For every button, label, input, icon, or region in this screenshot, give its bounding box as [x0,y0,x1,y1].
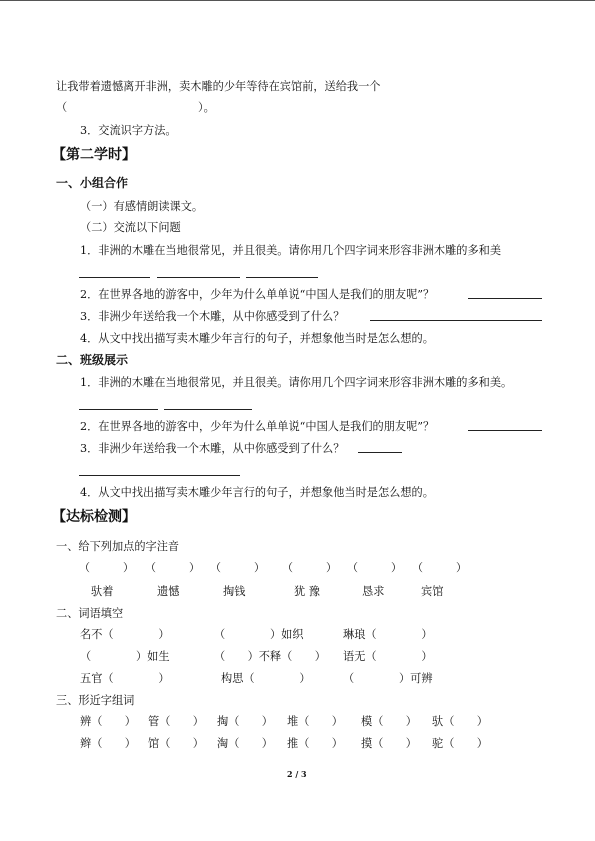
part-1-question-2: 2．在世界各地的游客中，少年为什么单单说“中国人是我们的朋友呢”？ [80,288,435,301]
char-blank[interactable]: 驼（ ） [432,737,488,750]
char-blank[interactable]: 驮（ ） [432,715,488,728]
char-blank[interactable]: 淘（ ） [217,737,273,750]
char-blank[interactable]: 辫（ ） [80,737,136,750]
idiom-blank[interactable]: 语无（ ） [343,650,433,663]
test-part-2-title: 二、词语填空 [56,607,124,620]
pinyin-blank[interactable]: （ ） [412,561,467,574]
section-lesson-2-header: 【第二学时】 [52,147,136,163]
word-item: 遗憾 [157,585,180,598]
char-blank[interactable]: 堆（ ） [287,715,343,728]
answer-line[interactable] [164,409,252,410]
intro-item-3: 3．交流识字方法。 [80,124,177,137]
page-top-rule [0,0,595,1]
word-item: 掏钱 [223,585,246,598]
section-test-header: 【达标检测】 [52,509,136,525]
idiom-blank[interactable]: （ ）不释（ ） [214,650,326,663]
part-2-question-4: 4．从文中找出描写卖木雕少年言行的句子，并想象他当时是怎么想的。 [80,486,434,499]
part-2-question-1: 1．非洲的木雕在当地很常见，并且很美。请你用几个四字词来形容非洲木雕的多和美。 [80,376,513,389]
char-blank[interactable]: 管（ ） [148,715,204,728]
part-2-question-3: 3．非洲少年送给我一个木雕，从中你感受到了什么？ [80,442,345,455]
char-blank[interactable]: 馆（ ） [148,737,204,750]
idiom-blank[interactable]: （ ）如生 [80,650,170,663]
part-1-sub-2: （二）交流以下问题 [80,221,181,234]
part-1-question-4: 4．从文中找出描写卖木雕少年言行的句子，并想象他当时是怎么想的。 [80,332,434,345]
word-item: 宾馆 [421,585,444,598]
char-blank[interactable]: 掏（ ） [217,715,273,728]
part-1-sub-1: （一）有感情朗读课文。 [80,200,204,213]
char-blank[interactable]: 模（ ） [361,715,417,728]
pinyin-blank[interactable]: （ ） [145,561,200,574]
word-item: 犹 豫 [294,585,320,598]
answer-line[interactable] [370,320,542,321]
part-1-question-1: 1．非洲的木雕在当地很常见，并且很美。请你用几个四字词来形容非洲木雕的多和美 [80,244,502,257]
char-blank[interactable]: 辨（ ） [80,715,136,728]
idiom-blank[interactable]: 构思（ ） [221,672,311,685]
test-part-1-title: 一、给下列加点的字注音 [56,540,180,553]
answer-line[interactable] [468,298,542,299]
answer-line[interactable] [468,430,542,431]
intro-paren-open: （ [56,101,68,114]
intro-paren-close: ）。 [198,101,215,114]
idiom-blank[interactable]: 五官（ ） [80,672,170,685]
answer-line[interactable] [157,277,240,278]
idiom-blank[interactable]: （ ）可辨 [343,672,433,685]
pinyin-blank[interactable]: （ ） [282,561,337,574]
part-1-question-3: 3．非洲少年送给我一个木雕，从中你感受到了什么？ [80,310,345,323]
test-part-3-title: 三、形近字组词 [56,694,135,707]
char-blank[interactable]: 摸（ ） [361,737,417,750]
pinyin-blank[interactable]: （ ） [79,561,134,574]
pinyin-blank[interactable]: （ ） [347,561,402,574]
intro-line: 让我带着遗憾离开非洲，卖木雕的少年等待在宾馆前，送给我一个 [56,80,381,93]
part-1-title: 一、小组合作 [56,176,129,190]
pinyin-blank[interactable]: （ ） [210,561,265,574]
idiom-blank[interactable]: 琳琅（ ） [343,628,433,641]
answer-line[interactable] [79,277,150,278]
answer-line[interactable] [246,277,318,278]
idiom-blank[interactable]: （ ）如织 [214,628,304,641]
page-number: 2 / 3 [287,769,307,779]
part-2-question-2: 2．在世界各地的游客中，少年为什么单单说“中国人是我们的朋友呢”？ [80,420,435,433]
answer-line[interactable] [79,409,158,410]
answer-line[interactable] [358,452,402,453]
char-blank[interactable]: 推（ ） [287,737,343,750]
word-item: 驮着 [91,585,114,598]
word-item: 恳求 [362,585,385,598]
part-2-title: 二、班级展示 [56,353,129,367]
answer-line[interactable] [79,475,240,476]
idiom-blank[interactable]: 名不（ ） [80,628,170,641]
